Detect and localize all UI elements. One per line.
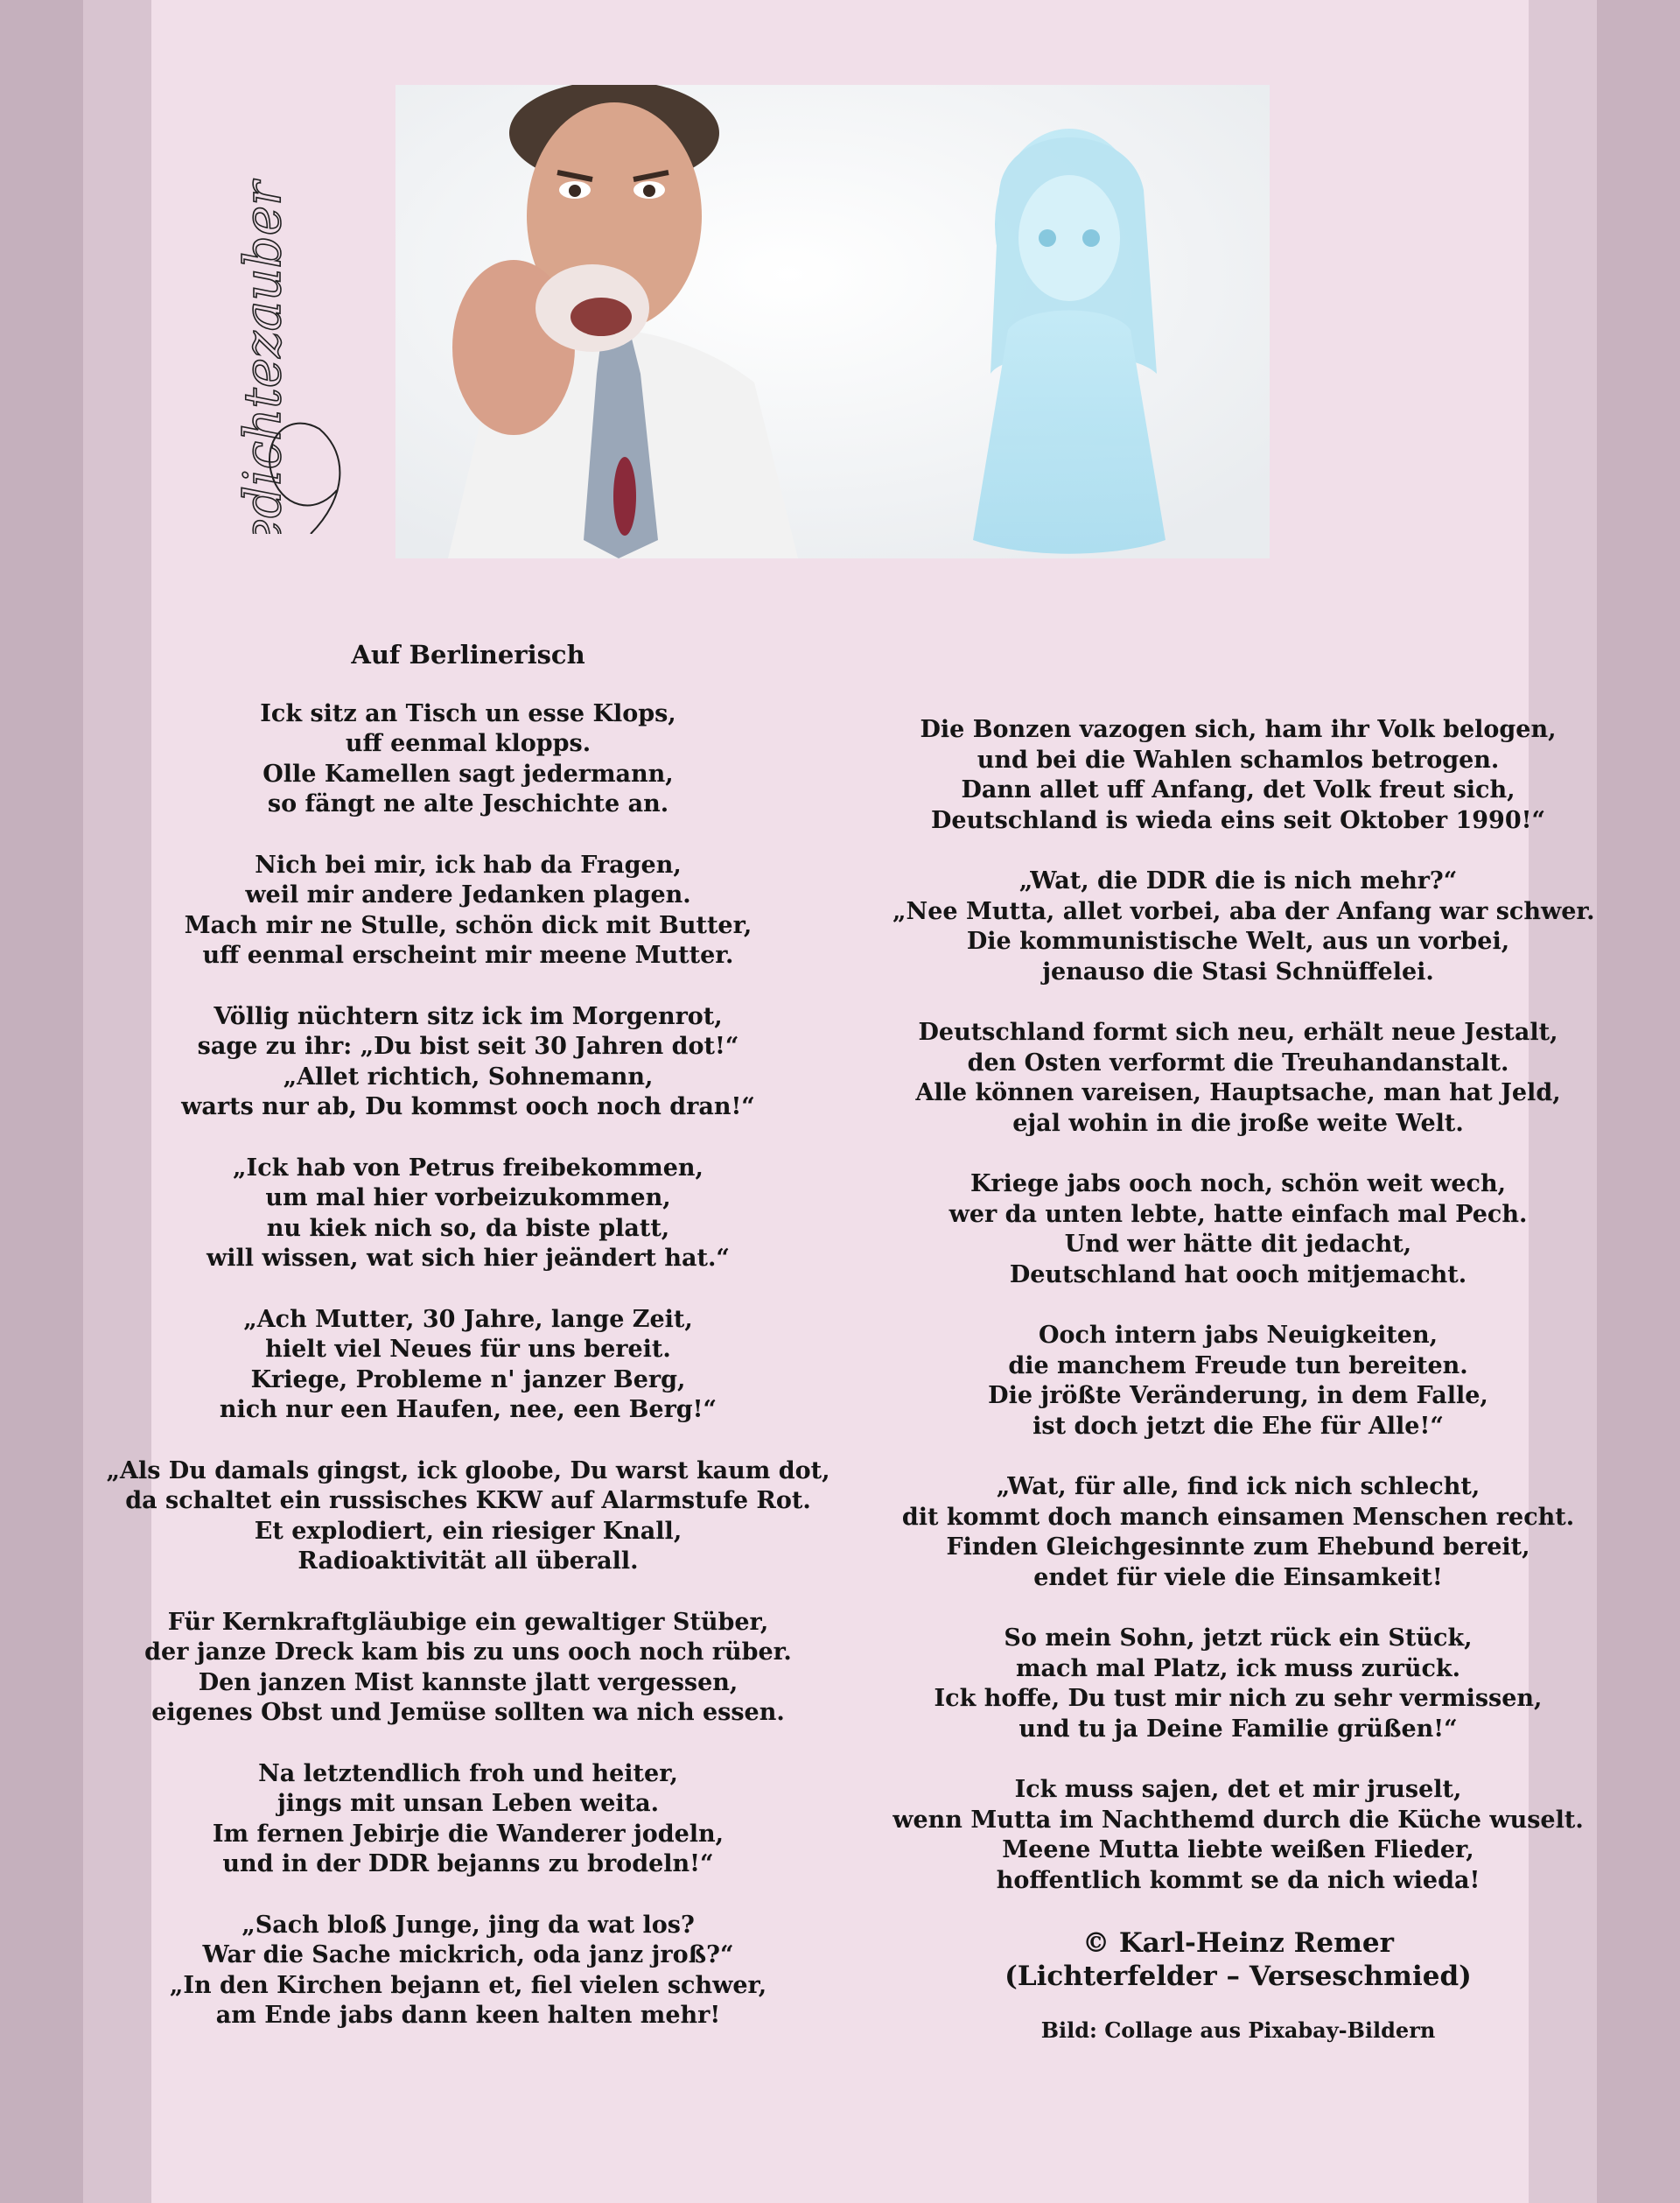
poem-line: nu kiek nich so, da biste platt, <box>266 1214 670 1242</box>
poem-line: der janze Dreck kam bis zu uns ooch noch rüber. <box>144 1638 792 1666</box>
left-stanzas <box>105 699 831 2031</box>
poem-line: Deutschland hat ooch mitjemacht. <box>1009 1260 1467 1288</box>
poem-line: und tu ja Deine Familie grüßen!“ <box>1018 1715 1458 1743</box>
poem-line: am Ende jabs dann keen halten mehr! <box>215 2002 721 2029</box>
poem-line: endet für viele die Einsamkeit! <box>1033 1563 1443 1591</box>
poem-line: Die jrößte Veränderung, in dem Falle, <box>988 1382 1488 1409</box>
ghost-figure <box>973 129 1166 554</box>
poem-line: Die Bonzen vazogen sich, ham ihr Volk belogen, <box>920 716 1557 743</box>
poem-left-column <box>105 640 831 2062</box>
outer-border-left <box>0 0 83 2203</box>
poem-line: jenauso die Stasi Schnüffelei. <box>1042 958 1434 986</box>
poem-line: Radioaktivität all überall. <box>298 1547 639 1575</box>
poem-line: eigenes Obst und Jemüse sollten wa nich essen. <box>151 1699 785 1726</box>
poem-line: so fängt ne alte Jeschichte an. <box>267 790 669 817</box>
poem-line: Na letztendlich froh und heiter, <box>258 1759 678 1787</box>
stanza <box>892 1169 1584 1290</box>
stanza <box>892 866 1595 987</box>
poem-line: will wissen, wat sich hier jeändert hat.“ <box>206 1245 730 1272</box>
poem-line: die manchem Freude tun bereiten. <box>1008 1351 1468 1379</box>
poem-title: Auf Berlinerisch <box>351 640 585 670</box>
poem-line: um mal hier vorbeizukommen, <box>265 1184 671 1211</box>
poem-line: „Als Du damals gingst, ick gloobe, Du warst kaum dot, <box>106 1456 830 1484</box>
poem-line: Mach mir ne Stulle, schön dick mit Butter, <box>184 911 752 939</box>
poem-line: „Ach Mutter, 30 Jahre, lange Zeit, <box>243 1305 693 1333</box>
poem-line: Und wer hätte dit jedacht, <box>1064 1231 1412 1258</box>
poem-line: Ooch intern jabs Neuigkeiten, <box>1039 1322 1438 1349</box>
stanza <box>105 1911 831 2031</box>
poem-line: „Sach bloß Junge, jing da wat los? <box>242 1911 695 1939</box>
poem-right-column <box>892 715 1595 2046</box>
stanza <box>892 1624 1584 1744</box>
stanza <box>892 1472 1584 1593</box>
poem-line: hoffentlich kommt se da nich wieda! <box>996 1866 1480 1894</box>
right-stanzas <box>892 715 1595 1896</box>
poem-line: und bei die Wahlen schamlos betrogen. <box>976 746 1500 774</box>
poem-line: Im fernen Jebirje die Wanderer jodeln, <box>212 1820 724 1848</box>
poem-line: Ick sitz an Tisch un esse Klops, <box>260 699 676 727</box>
poem-line: da schaltet ein russisches KKW auf Alarmstufe Rot. <box>125 1487 811 1514</box>
stanza <box>105 1456 831 1577</box>
poem-line: „Nee Mutta, allet vorbei, aba der Anfang war schwer. <box>892 897 1595 925</box>
copyright-pseudonym: (Lichterfelder – Verseschmied) <box>1004 1961 1472 1992</box>
poem-line: warts nur ab, Du kommst ooch noch dran!“ <box>181 1093 755 1120</box>
poem-line: „In den Kirchen bejann et, fiel vielen schwer, <box>169 1971 767 1999</box>
poem-line: den Osten verformt die Treuhandanstalt. <box>967 1049 1509 1077</box>
poem-line: uff eenmal klopps. <box>345 730 592 757</box>
copyright-author: © Karl-Heinz Remer <box>1082 1927 1394 1959</box>
poem-line: Völlig nüchtern sitz ick im Morgenrot, <box>214 1002 723 1030</box>
poem-line: Finden Gleichgesinnte zum Ehebund bereit, <box>946 1533 1530 1561</box>
poem-line: „Wat, für alle, find ick nich schlecht, <box>996 1473 1480 1500</box>
poem-line: „Allet richtich, Sohnemann, <box>283 1063 654 1091</box>
poem-line: Dann allet uff Anfang, det Volk freut sich, <box>961 776 1516 803</box>
poem-line: wenn Mutta im Nachthemd durch die Küche wuselt. <box>892 1806 1584 1834</box>
stanza <box>892 1321 1584 1442</box>
stanza <box>892 715 1584 836</box>
stanza <box>892 1775 1584 1896</box>
poem-line: Kriege, Probleme n' janzer Berg, <box>250 1365 686 1393</box>
poem-line: „Ick hab von Petrus freibekommen, <box>233 1154 704 1182</box>
poem-line: War die Sache mickrich, oda janz jroß?“ <box>202 1941 734 1968</box>
poem-line: Deutschland formt sich neu, erhält neue Jestalt, <box>918 1019 1558 1046</box>
gedichtezauber-logo <box>131 123 385 534</box>
stanza <box>105 699 831 820</box>
poem-line: Meene Mutta liebte weißen Flieder, <box>1002 1836 1474 1863</box>
poem-line: Nich bei mir, ick hab da Fragen, <box>255 851 682 879</box>
poem-line: Ick hoffe, Du tust mir nich zu sehr vermissen, <box>934 1685 1543 1712</box>
poem-line: wer da unten lebte, hatte einfach mal Pech. <box>948 1200 1528 1228</box>
stanza <box>105 1154 831 1274</box>
stanza <box>105 1305 831 1426</box>
poem-line: Alle können vareisen, Hauptsache, man hat Jeld, <box>915 1079 1561 1106</box>
stanza <box>892 1018 1584 1139</box>
poem-line: sage zu ihr: „Du bist seit 30 Jahren dot!“ <box>197 1033 739 1060</box>
poem-line: jings mit unsan Leben weita. <box>276 1790 660 1817</box>
poem-line: hielt viel Neues für uns bereit. <box>265 1336 671 1363</box>
poem-line: weil mir andere Jedanken plagen. <box>245 881 691 909</box>
poem-line: und in der DDR bejanns zu brodeln!“ <box>222 1850 714 1877</box>
poem-line: dit kommt doch manch einsamen Menschen recht. <box>901 1503 1575 1531</box>
poem-line: Kriege jabs ooch noch, schön weit wech, <box>970 1170 1507 1197</box>
poem-line: Et explodiert, ein riesiger Knall, <box>254 1517 682 1545</box>
poem-line: ejal wohin in die jroße weite Welt. <box>1012 1109 1464 1137</box>
poem-line: „Wat, die DDR die is nich mehr?“ <box>1018 867 1458 895</box>
stanza <box>105 1759 831 1880</box>
poem-line: So mein Sohn, jetzt rück ein Stück, <box>1004 1624 1473 1652</box>
poem-line: uff eenmal erscheint mir meene Mutter. <box>202 942 734 969</box>
logo-script-text: Gedichtezauber <box>233 181 292 534</box>
poem-line: mach mal Platz, ick muss zurück. <box>1015 1654 1461 1682</box>
poem-line: Deutschland is wieda eins seit Oktober 1990!“ <box>930 806 1546 834</box>
poem-line: Olle Kamellen sagt jedermann, <box>262 760 674 788</box>
stanza <box>105 851 831 972</box>
poem-line: Für Kernkraftgläubige ein gewaltiger Stüber, <box>167 1608 769 1636</box>
collage-photo <box>396 85 1270 558</box>
poem-line: Ick muss sajen, det et mir jruselt, <box>1014 1776 1462 1803</box>
stanza <box>105 1002 831 1123</box>
poem-line: Die kommunistische Welt, aus un vorbei, <box>966 928 1510 955</box>
outer-border-right <box>1597 0 1680 2203</box>
stanza <box>105 1608 831 1729</box>
poem-line: Den janzen Mist kannste jlatt vergessen, <box>198 1668 738 1696</box>
copyright <box>892 1926 1584 1993</box>
image-credit: Bild: Collage aus Pixabay-Bildern <box>1040 2017 1436 2043</box>
poem-line: nich nur een Haufen, nee, een Berg!“ <box>219 1396 718 1423</box>
poem-line: ist doch jetzt die Ehe für Alle!“ <box>1032 1412 1444 1440</box>
